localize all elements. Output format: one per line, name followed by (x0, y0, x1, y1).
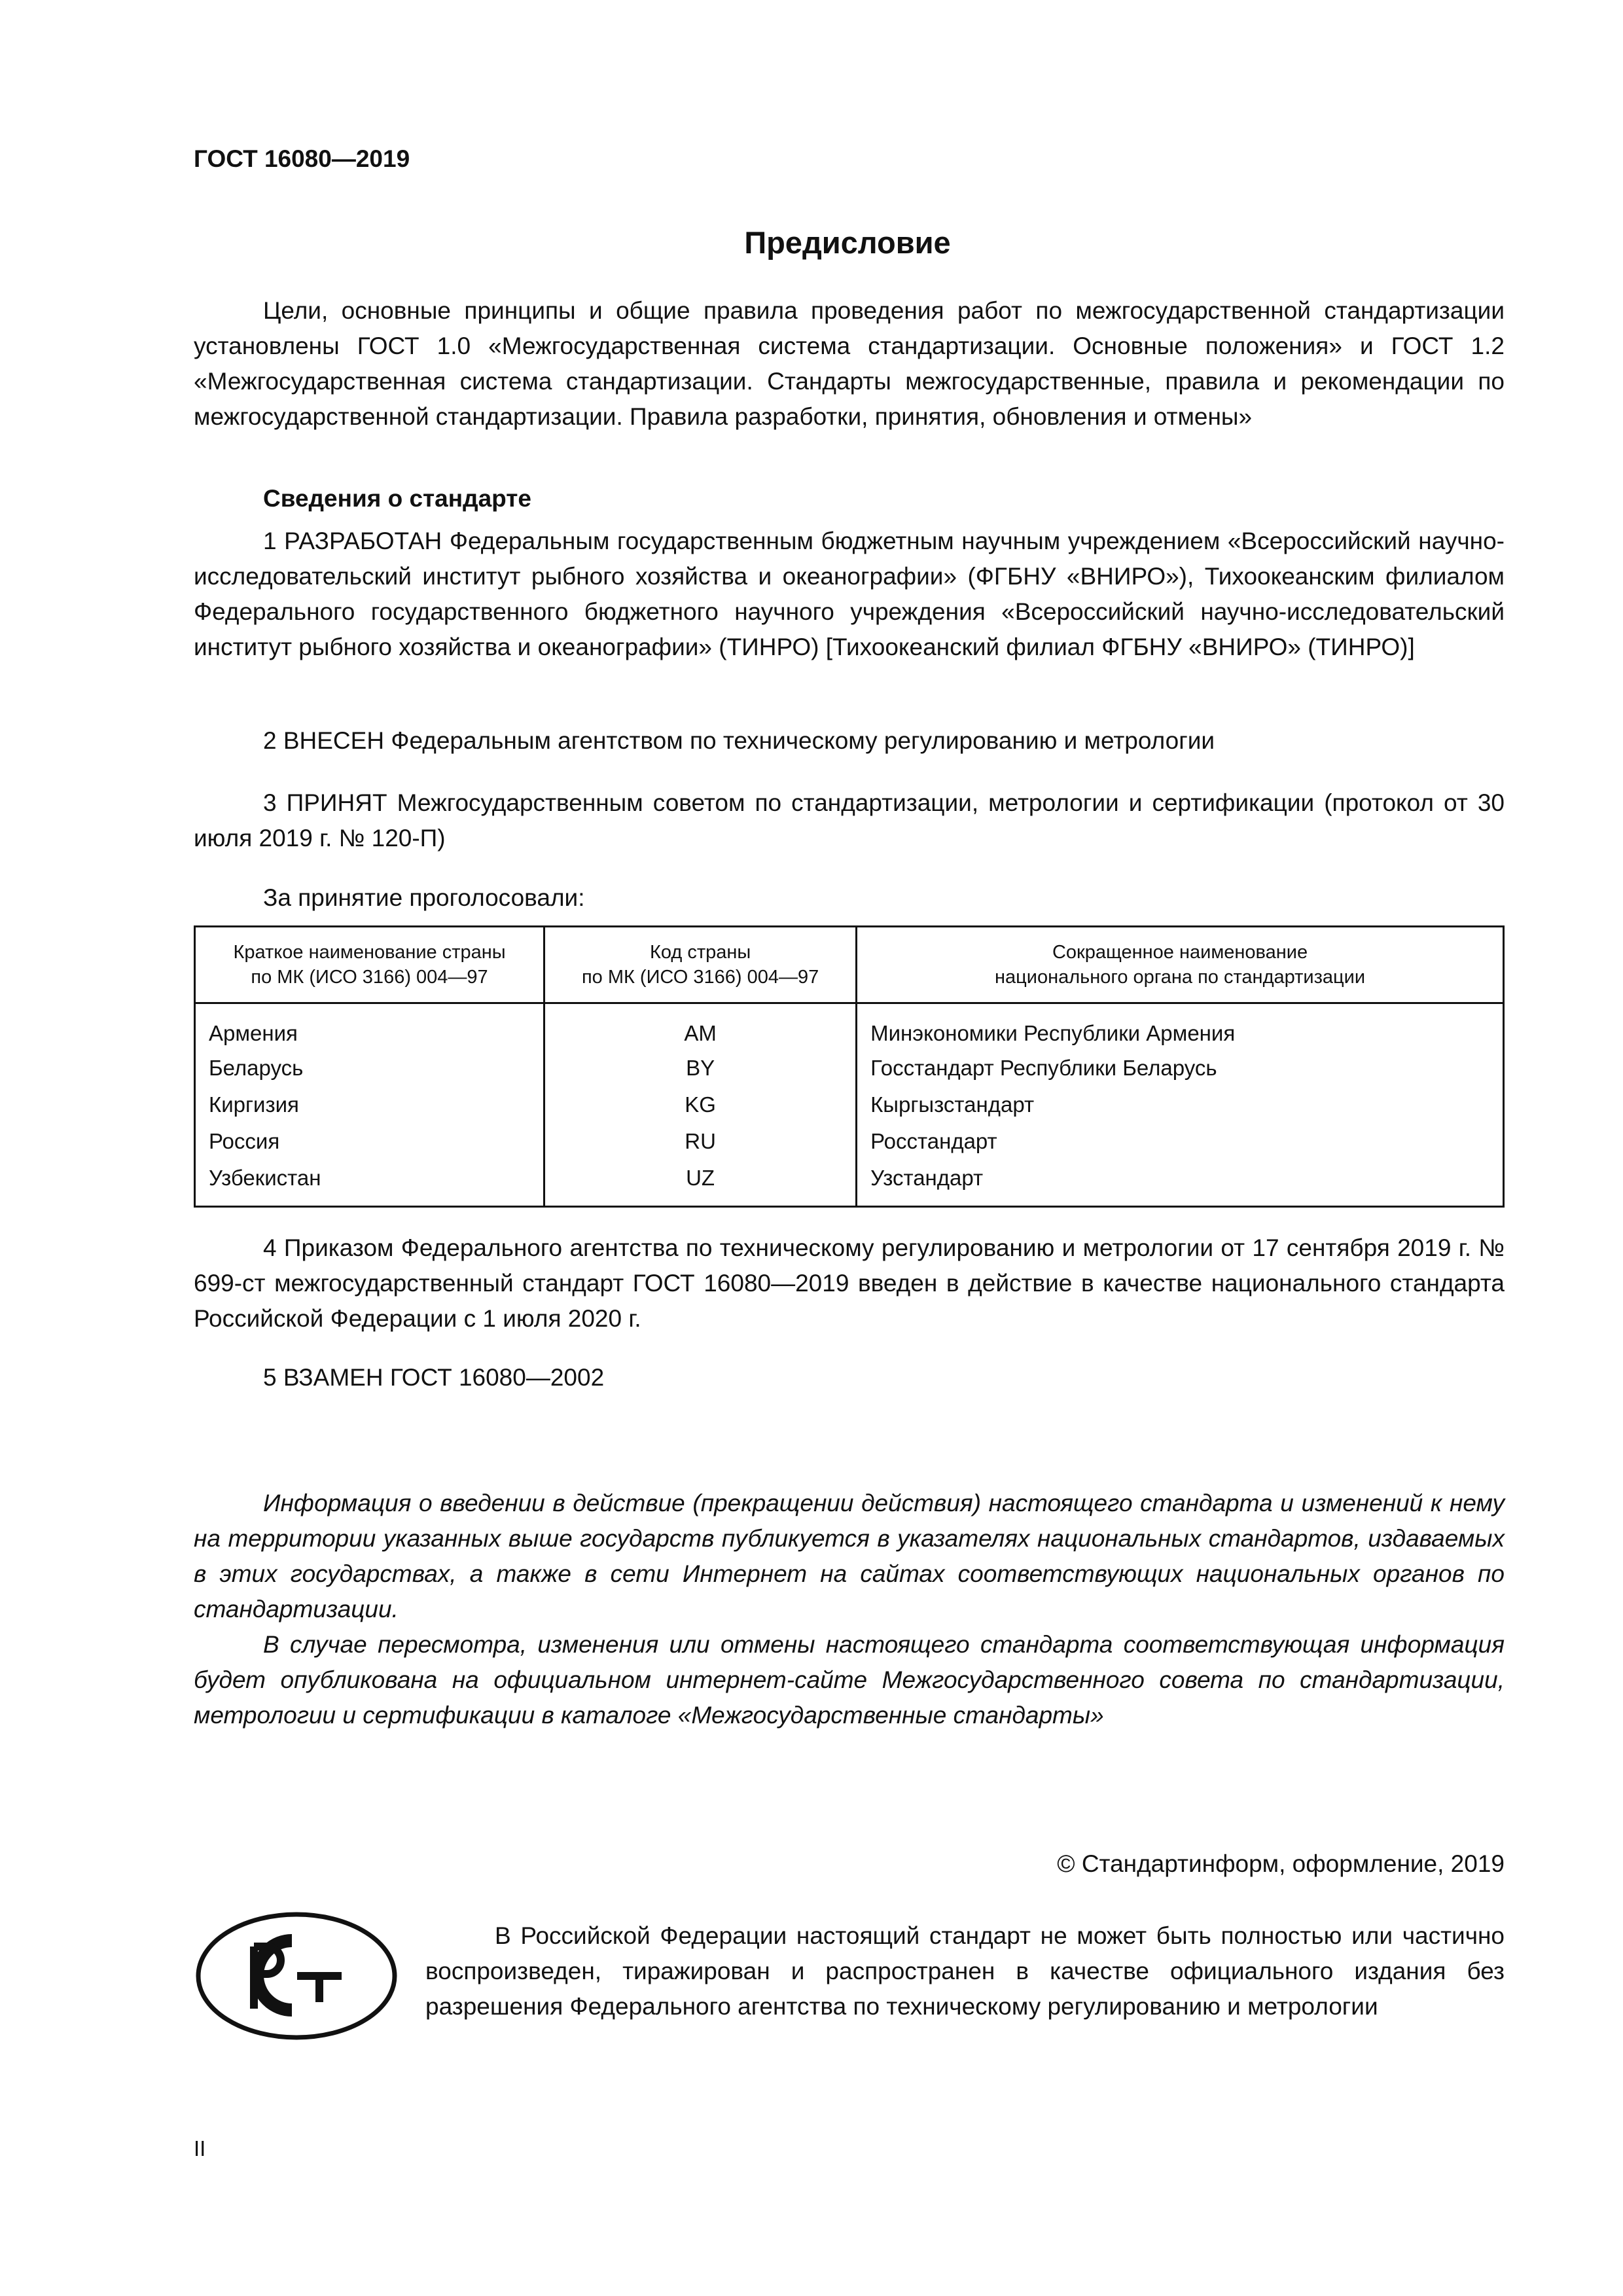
cell-country: Армения (195, 1003, 544, 1050)
cell-code: KG (544, 1086, 857, 1123)
cell-country: Узбекистан (195, 1160, 544, 1207)
cell-body: Узстандарт (857, 1160, 1504, 1207)
rst-logo-icon (194, 1910, 399, 2041)
header-body-line2: национального органа по стандартизации (995, 967, 1366, 988)
cell-code: AM (544, 1003, 857, 1050)
item-developed: 1 РАЗРАБОТАН Федеральным государственным бюджетным научным учреждением «Всероссийский научно-исследовательский институт рыбного хозяйства и океанографии» (ФГБНУ «ВНИРО»), Тихоокеанским филиалом Федерального государственного бюджетного научного учреждения «Всероссийский научно-исследовательский институт рыбного хозяйства и океанографии» (ТИНРО) [Тихоокеанский филиал ФГБНУ «ВНИРО» (ТИНРО)] (194, 528, 1505, 660)
table-row (195, 1160, 1504, 1207)
intro-paragraph: Цели, основные принципы и общие правила проведения работ по межгосударственной стандартизации установлены ГОСТ 1.0 «Межгосударственная система стандартизации. Основные положения» и ГОСТ 1.2 «Межгосударственная система стандартизации. Стандарты межгосударственные, правила и рекомендации по межгосударственной стандартизации. Правила разработки, принятия, обновления и отмены» (194, 297, 1505, 430)
header-country-line2: по МК (ИСО 3166) 004—97 (251, 967, 488, 988)
cell-body: Госстандарт Республики Беларусь (857, 1050, 1504, 1086)
table-header-row (195, 927, 1504, 1003)
table-row (195, 1086, 1504, 1123)
cell-body: Росстандарт (857, 1123, 1504, 1160)
info-italic-1: Информация о введении в действие (прекращении действия) настоящего стандарта и изменений к нему на территории указанных выше государств публикуется в указателях национальных стандартов, издаваемых в этих государствах, а также в сети Интернет на сайтах соответствующих национальных органов по стандартизации. (194, 1490, 1505, 1623)
cell-code: UZ (544, 1160, 857, 1207)
item-introduced: 2 ВНЕСЕН Федеральным агентством по техническому регулированию и метрологии (263, 727, 1215, 754)
table-row (195, 1050, 1504, 1086)
page-number: II (194, 2136, 206, 2161)
table-row (195, 1123, 1504, 1160)
voted-label: За принятие проголосовали: (263, 884, 585, 911)
cell-country: Киргизия (195, 1086, 544, 1123)
header-code-line1: Код страны (649, 942, 751, 963)
cell-code: BY (544, 1050, 857, 1086)
header-body (857, 927, 1504, 1003)
item-order: 4 Приказом Федерального агентства по техническому регулированию и метрологии от 17 сентября 2019 г. № 699-ст межгосударственный стандарт ГОСТ 16080—2019 введен в действие в качестве национального стандарта Российской Федерации с 1 июля 2020 г. (194, 1234, 1505, 1332)
copyright-line: © Стандартинформ, оформление, 2019 (1057, 1850, 1505, 1877)
page-title: Предисловие (744, 225, 951, 260)
cell-country: Беларусь (195, 1050, 544, 1086)
header-code (544, 927, 857, 1003)
item-adopted: 3 ПРИНЯТ Межгосударственным советом по стандартизации, метрологии и сертификации (протокол от 30 июля 2019 г. № 120-П) (194, 789, 1505, 852)
reproduction-notice: В Российской Федерации настоящий стандарт не может быть полностью или частично воспроизведен, тиражирован и распространен в качестве официального издания без разрешения Федерального агентства по техническому регулированию и метрологии (425, 1922, 1505, 2020)
voting-table (194, 925, 1505, 1208)
cell-country: Россия (195, 1123, 544, 1160)
header-code-line2: по МК (ИСО 3166) 004—97 (581, 967, 819, 988)
cell-body: Минэкономики Республики Армения (857, 1003, 1504, 1050)
info-heading: Сведения о стандарте (263, 485, 531, 512)
document-code: ГОСТ 16080—2019 (194, 145, 410, 172)
header-country (195, 927, 544, 1003)
header-country-line1: Краткое наименование страны (233, 942, 506, 963)
header-body-line1: Сокращенное наименование (1052, 942, 1308, 963)
cell-body: Кыргызстандарт (857, 1086, 1504, 1123)
cell-code: RU (544, 1123, 857, 1160)
rst-logo (194, 1910, 399, 2041)
item-replaces: 5 ВЗАМЕН ГОСТ 16080—2002 (263, 1364, 605, 1391)
table-row (195, 1003, 1504, 1050)
info-italic-2: В случае пересмотра, изменения или отмены настоящего стандарта соответствующая информация будет опубликована на официальном интернет-сайте Межгосударственного совета по стандартизации, метрологии и сертификации в каталоге «Межгосударственные стандарты» (194, 1631, 1505, 1729)
